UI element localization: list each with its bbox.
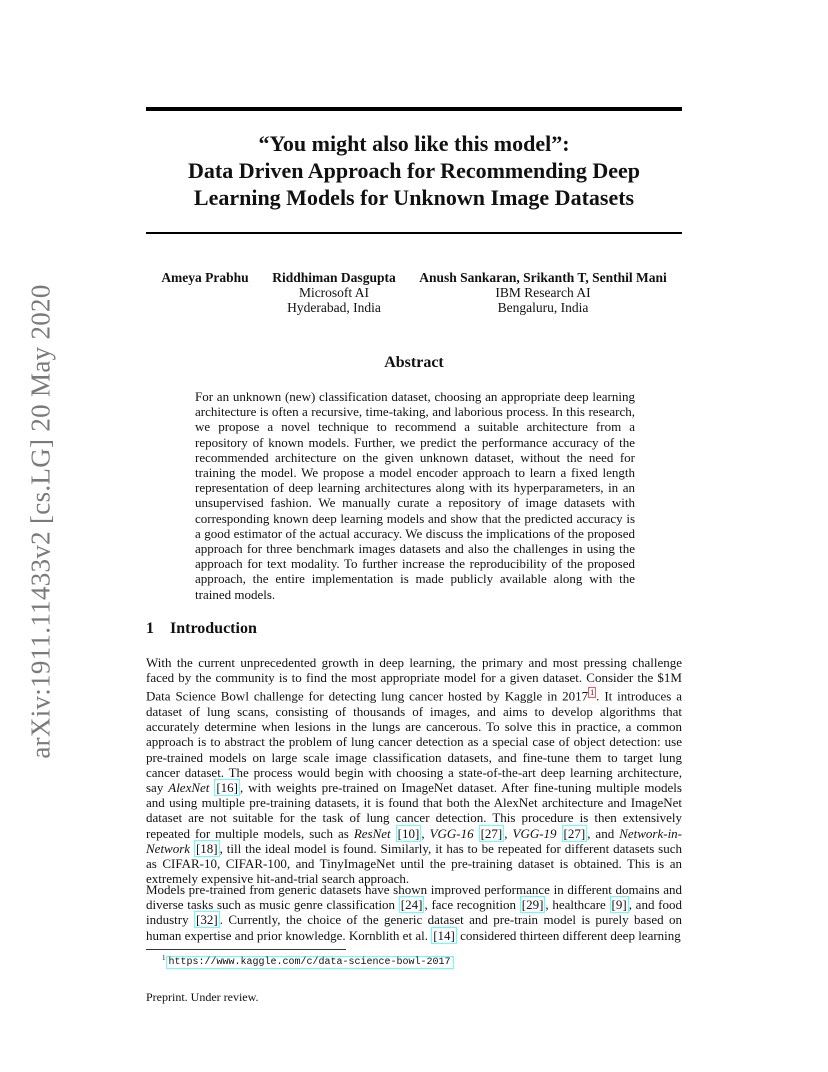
author-block-1 [155,270,255,285]
text-run: , [504,825,513,841]
text-run: , till the ideal model is found. Similarly, it has to be repeated for different datasets such as CIFAR-10, CIFAR-100, and TinyImageNet until the pre-training dataset is obtained. This is an extremely expensive hit-and-trial search approach. [146,840,682,887]
model-name: AlexNet [168,779,210,795]
title-line-3: Learning Models for Unknown Image Datasets [193,185,635,210]
text-run: considered thirteen different deep learning [456,927,681,943]
title-top-rule [146,107,682,111]
text-run: , and food industry [146,897,683,928]
author-name: Anush Sankaran, Srikanth T, Senthil Mani [419,270,667,285]
citation-link[interactable]: [18] [195,840,218,856]
footnote-url-link[interactable]: https://www.kaggle.com/c/data-science-bowl-2017 [166,956,454,969]
citation-link[interactable]: [32] [196,912,218,928]
text-run: . Currently, the choice of the generic dataset and pre-train model is purely based on human expertise and prior knowledge. Kornblith et al. [146,912,682,943]
author-block-3 [412,270,674,315]
title-line-2: Data Driven Approach for Recommending Deep [188,158,640,183]
text-run: Models pre-trained from generic datasets have shown improved performance in different domains and diverse tasks such as music genre classification [146,882,682,913]
abstract-text: For an unknown (new) classification dataset, choosing an appropriate deep learning architecture is often a recursive, time-taking, and laborious process. In this research, we propose a novel technique to recommend a suitable architecture from a repository of known models. Further, we predict the performance accuracy of the recommended architecture on the given unknown dataset, without the need for training the model. We propose a model encoder approach to learn a fixed length representation of deep learning architectures along with its hyperparameters, in an unsupervised fashion. We manually curate a repository of image datasets with corresponding known deep learning models and show that the predicted accuracy is a good estimator of the actual accuracy. We discuss the implications of the proposed approach for three benchmark images datasets and also the challenges in using the approach for text modality. To further increase the reproducibility of the proposed approach, the entire implementation is made publicly available along with the trained models. [195,389,635,602]
citation-link[interactable]: [10] [397,825,420,841]
text-run: , face recognition [424,897,520,913]
text-run: With the current unprecedented growth in deep learning, the primary and most pressing challenge faced by the community is to find the most appropriate model for a given dataset. Consider the $1M Data Science Bowl challenge for detecting lung cancer hosted by Kaggle in 2017 [146,655,682,704]
author-affiliation: Microsoft AI [298,285,370,300]
title-line-1: “You might also like this model”: [258,131,570,156]
text-run: , with weights pre-trained on ImageNet dataset. After fine-tuning multiple models and using multiple pre-training datasets, it is found that both the AlexNet architecture and ImageNet dataset are not suitable for the task of lung cancer detection. This procedure is then extensively repeated for multiple models, such as [146,779,682,841]
text-run: , and [587,825,620,841]
paper-title [146,130,682,211]
section-title: Introduction [170,620,257,637]
footnote-rule [146,949,346,950]
footnote-number: 1 [162,954,166,962]
title-bottom-rule [146,232,682,234]
text-run: . It introduces a dataset of lung scans, consisting of thousands of images, and aims to develop algorithms that accurately determine when lesions in the lungs are cancerous. To solve this in practice, a common approach is to abstract the problem of lung cancer detection as a special case of object detection: use pre-trained models on large scale image classification datasets, and fine-tune them to target lung cancer dataset. The process would begin with choosing a state-of-the-art deep learning architecture, say [146,688,682,795]
author-block-2 [264,270,404,315]
model-name: VGG-19 [512,825,557,841]
model-name: ResNet [353,825,391,841]
citation-link[interactable]: [14] [433,927,455,943]
model-name: VGG-16 [429,825,474,841]
text-run: , [421,825,430,841]
citation-link[interactable]: [9] [611,897,627,913]
abstract-heading: Abstract [384,354,444,371]
author-affiliation: IBM Research AI [495,285,591,300]
author-location: Bengaluru, India [497,300,589,315]
citation-link[interactable]: [24] [400,897,423,913]
author-name: Ameya Prabhu [161,270,249,285]
footnote-link[interactable]: 1 [590,688,595,698]
section-number: 1 [146,620,154,637]
intro-paragraph-1 [146,655,682,886]
preprint-notice: Preprint. Under review. [146,990,259,1004]
text-run: , healthcare [545,897,610,913]
section-heading [146,620,257,638]
citation-link[interactable]: [27] [480,825,503,841]
author-name: Riddhiman Dasgupta [272,270,396,285]
arxiv-identifier: arXiv:1911.11433v2 [cs.LG] 20 May 2020 [25,284,56,759]
footnote [162,954,454,968]
citation-link[interactable]: [16] [216,779,238,795]
citation-link[interactable]: [27] [563,825,586,841]
model-name: Network-in-Network [146,825,683,856]
author-location: Hyderabad, India [287,300,381,315]
citation-link[interactable]: [29] [521,897,544,913]
intro-paragraph-2 [146,882,682,943]
